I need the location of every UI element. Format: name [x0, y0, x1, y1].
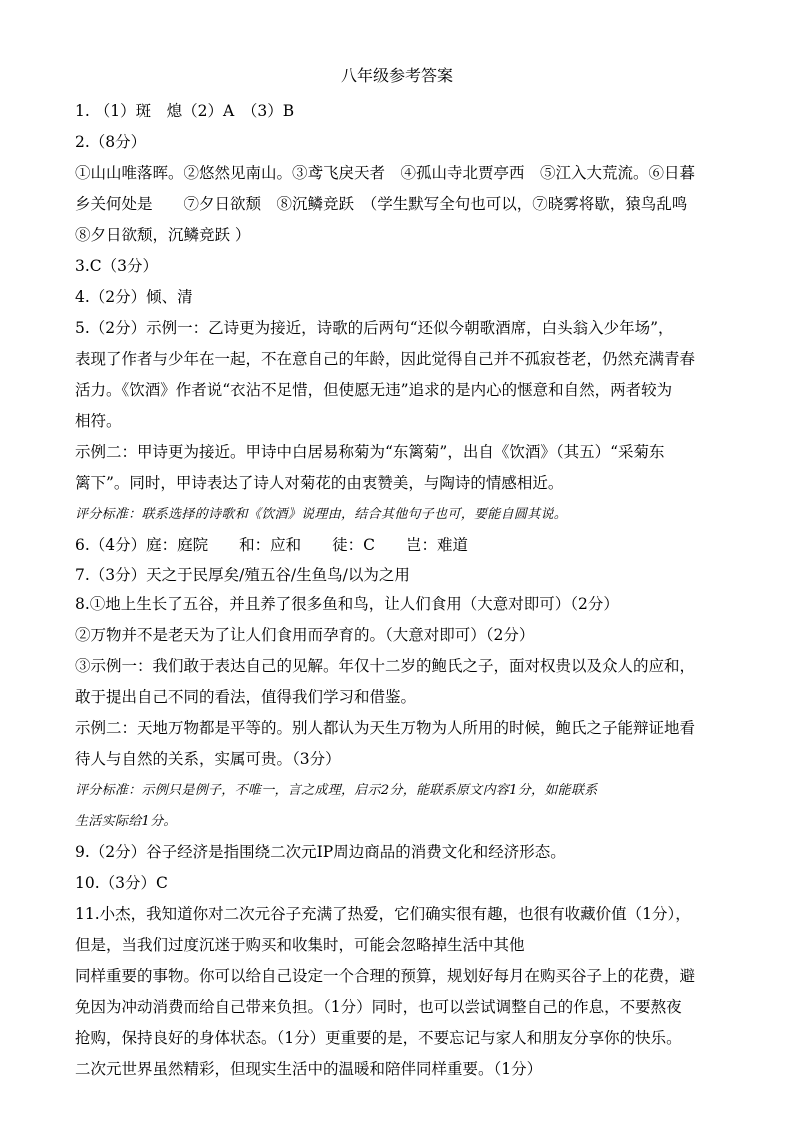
answer-line-10: 活力。《饮酒》作者说“衣沾不足惜，但使愿无违”追求的是内心的惬意和自然，两者较为 — [75, 381, 673, 399]
answer-line-25: 9.（2分）谷子经济是指围绕二次元IP周边商品的消费文化和经济形态。 — [75, 843, 566, 861]
answer-line-2: 2.（8分） — [75, 133, 147, 151]
answer-line-4: 乡关何处是 ⑦夕日欲颓 ⑧沉鳞竞跃 （学生默写全句也可以，⑦晓雾将歇，猿鸟乱鸣 — [75, 195, 688, 213]
answer-line-1: 1. （1）斑 熄（2）A （3）B — [75, 102, 295, 120]
answer-line-30: 免因为冲动消费而给自己带来负担。（1分）同时，也可以尝试调整自己的作息，不要熬夜 — [75, 998, 682, 1016]
answer-line-5: ⑧夕日欲颓，沉鳞竞跃 ） — [75, 226, 251, 244]
answer-line-3: ①山山唯落晖。②悠然见南山。③鸢飞戾天者 ④孤山寺北贾亭西 ⑤江入大荒流。⑥日暮 — [75, 164, 696, 182]
answer-line-26: 10.（3分）C — [75, 874, 168, 892]
answer-line-20: 敢于提出自己不同的看法，值得我们学习和借鉴。 — [75, 688, 417, 706]
answer-line-11: 相符。 — [75, 412, 122, 430]
answer-line-18: ②万物并不是老天为了让人们食用而孕育的。（大意对即可）（2分） — [75, 626, 535, 644]
scoring-note-2: 评分标准：示例只是例子，不唯一，言之成理，启示2分，能联系原文内容1分，如能联系 — [75, 783, 598, 798]
answer-line-16: 7.（3分）天之于民厚矣/殖五谷/生鱼鸟/以为之用 — [75, 566, 410, 584]
answer-line-22: 待人与自然的关系，实属可贵。（3分） — [75, 750, 341, 768]
answer-line-28: 但是，当我们过度沉迷于购买和收集时，可能会忽略掉生活中其他 — [75, 936, 525, 954]
answer-line-6: 3.C（3分） — [75, 257, 159, 275]
answer-line-9: 表现了作者与少年在一起，不在意自己的年龄，因此觉得自己并不孤寂苍老，仍然充满青春 — [75, 350, 696, 368]
answer-line-17: 8.①地上生长了五谷，并且养了很多鱼和鸟，让人们食用（大意对即可）（2分） — [75, 595, 619, 613]
answer-line-8: 5.（2分）示例一：乙诗更为接近，诗歌的后两句“还似今朝歌酒席，白头翁入少年场”， — [75, 319, 674, 337]
answer-line-21: 示例二：天地万物都是平等的。别人都认为天生万物为人所用的时候，鲍氏之子能辩证地看 — [75, 719, 696, 737]
answer-line-7: 4.（2分）倾、清 — [75, 288, 193, 306]
answer-line-29: 同样重要的事物。你可以给自己设定一个合理的预算，规划好每月在购买谷子上的花费，避 — [75, 967, 696, 985]
answer-content — [75, 96, 725, 1085]
answer-line-15: 6.（4分）庭：庭院 和：应和 徒：C 岂：难道 — [75, 536, 469, 554]
answer-line-27: 11.小杰，我知道你对二次元谷子充满了热爱，它们确实很有趣，也很有收藏价值（1分）， — [75, 905, 691, 923]
answer-line-32: 二次元世界虽然精彩，但现实生活中的温暖和陪伴同样重要。（1分） — [75, 1060, 543, 1078]
answer-line-12: 示例二：甲诗更为接近。甲诗中白居易称菊为“东篱菊”，出自《饮酒》（其五）“采菊东 — [75, 443, 665, 461]
page-title: 八年级参考答案 — [340, 66, 453, 85]
scoring-note-2-cont: 生活实际给1分。 — [75, 814, 177, 829]
answer-line-19: ③示例一：我们敢于表达自己的见解。年仅十二岁的鲍氏之子，面对权贵以及众人的应和， — [75, 657, 696, 675]
answer-line-13: 篱下”。同时，甲诗表达了诗人对菊花的由衷赞美，与陶诗的情感相近。 — [75, 474, 564, 492]
scoring-note-1: 评分标准：联系选择的诗歌和《饮酒》说理由，结合其他句子也可，要能自圆其说。 — [75, 507, 568, 522]
answer-line-31: 抢购，保持良好的身体状态。（1分）更重要的是，不要忘记与家人和朋友分享你的快乐。 — [75, 1029, 682, 1047]
